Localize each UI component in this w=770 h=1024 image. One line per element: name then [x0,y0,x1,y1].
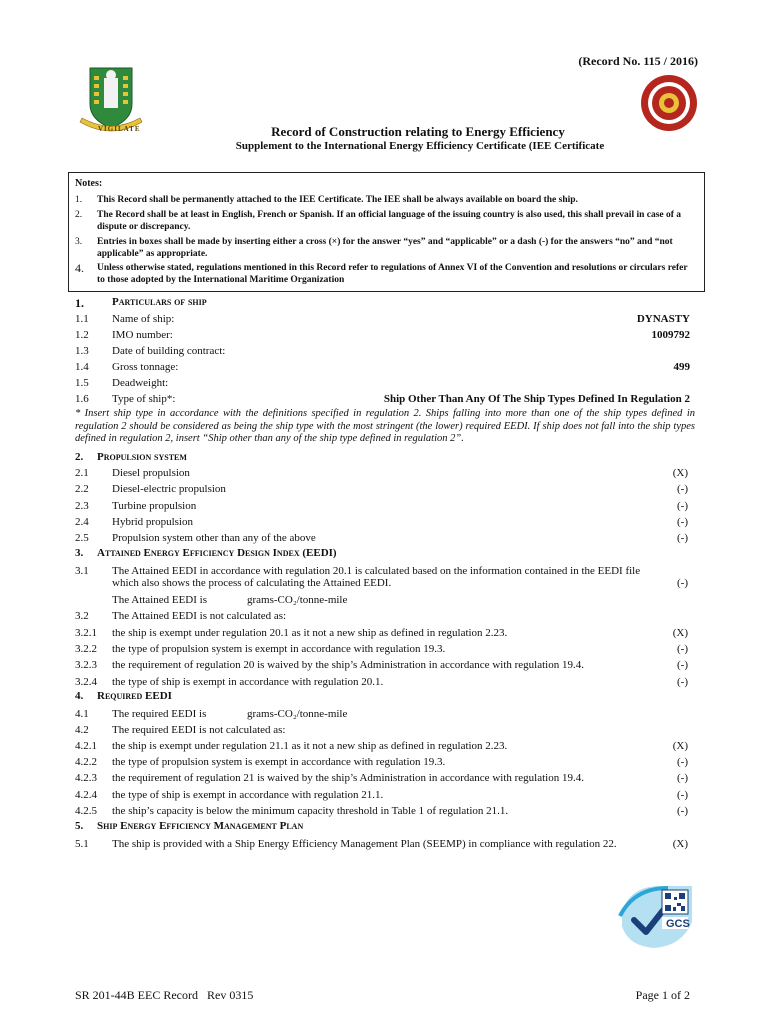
row-checkbox: (-) [677,676,688,688]
eedi-exemption-row [75,609,690,623]
row-label: the type of propulsion system is exempt in accordance with regulation 19.3. [112,643,446,655]
row-label: Gross tonnage: [112,361,179,373]
certification-badge-logo [616,882,696,952]
row-label: Propulsion system other than any of the above [112,532,316,544]
row-checkbox: (-) [677,772,688,784]
row-number: 3.2.2 [75,643,97,655]
section-title: Attained Energy Efficiency Design Index (EEDI) [97,547,337,559]
row-label: the ship is exempt under regulation 20.1 as it not a new ship as defined in regulation 2.23. [112,627,508,639]
row-checkbox: (-) [677,659,688,671]
propulsion-row [75,482,690,496]
required-eedi-exemption-row [75,804,690,818]
required-eedi-exemption-row [75,771,690,785]
section-title: Particulars of ship [112,296,207,308]
required-eedi-row [75,707,690,721]
note-number: 3. [75,237,83,247]
row-number: 4.2.5 [75,805,97,817]
row-number: 1.4 [75,361,89,373]
attained-eedi-row-cont [75,576,690,590]
row-label: Diesel propulsion [112,467,190,479]
row-number: 4.2.2 [75,756,97,768]
row-label: the type of ship is exempt in accordance with regulation 21.1. [112,789,384,801]
note-number: 4. [75,261,84,275]
notes-heading: Notes: [75,178,103,189]
row-label: the type of ship is exempt in accordance with regulation 20.1. [112,676,384,688]
row-number: 4.2.1 [75,740,97,752]
row-label: Hybrid propulsion [112,516,193,528]
page-subtitle: Supplement to the International Energy Efficiency Certificate (IEE Certificate [235,140,605,152]
row-label: Date of building contract: [112,345,226,357]
eedi-unit: grams-CO₂/tonne-mile [247,594,348,606]
row-label: Name of ship: [112,313,175,325]
eedi-exemption-row [75,626,690,640]
section-title: Ship Energy Efficiency Management Plan [97,820,304,832]
ship-type-value: Ship Other Than Any Of The Ship Types Defined In Regulation 2 [383,393,690,405]
row-label: The required EEDI is [112,708,207,720]
row-label: The required EEDI is not calculated as: [112,724,286,736]
row-number: 3.2.3 [75,659,97,671]
imo-number-value: 1009792 [651,329,690,341]
row-label: The ship is provided with a Ship Energy Efficiency Management Plan (SEEMP) in compliance with regulation 22. [112,838,617,850]
row-number: 4.1 [75,708,89,720]
record-number: (Record No. 115 / 2016) [578,54,698,68]
certification-badge-text: GCS [666,918,690,930]
row-label: the ship is exempt under regulation 21.1 as it not a new ship as defined in regulation 2.23. [112,740,508,752]
note-text: Unless otherwise stated, regulations mentioned in this Record refer to regulations of Annex VI of the Convention and resolutions or circulars refer to those adopted by the International Maritime Organization [97,263,688,285]
attained-eedi-value-row [75,593,690,607]
note-number: 1. [75,195,83,205]
row-checkbox: (-) [677,483,688,495]
eedi-exemption-row [75,642,690,656]
row-checkbox: (X) [672,740,688,752]
eedi-exemption-row [75,658,690,672]
section-title: Required EEDI [97,690,172,702]
eedi-unit: grams-CO₂/tonne-mile [247,708,348,720]
note-text: This Record shall be permanently attached to the IEE Certificate. The IEE shall be always available on board the ship. [97,195,578,205]
row-number: 2.1 [75,467,89,479]
row-label: which also shows the process of calculating the Attained EEDI. [112,577,392,589]
row-checkbox: (-) [677,516,688,528]
building-contract-row [75,344,690,358]
row-label: The Attained EEDI is [112,594,208,606]
ship-name-row [75,312,690,326]
note-text: The Record shall be at least in English, French or Spanish. If an official language of the issuing country is also used, this shall prevail in case of a dispute or discrepancy. [97,210,682,232]
row-checkbox: (-) [677,500,688,512]
row-number: 5.1 [75,838,89,850]
eedi-exemption-row [75,675,690,689]
row-number: 4.2.3 [75,772,97,784]
section-number: 2. [75,451,84,463]
section-number: 3. [75,547,84,559]
row-label: IMO number: [112,329,173,341]
row-label: the requirement of regulation 21 is waived by the ship’s Administration in accordance with regulation 19.4. [112,772,584,784]
required-eedi-exemption-row [75,788,690,802]
propulsion-row [75,515,690,529]
footer-document-code: SR 201-44B EEC Record Rev 0315 [75,988,254,1002]
ship-name-value: DYNASTY [636,313,690,325]
row-checkbox: (X) [672,627,688,639]
row-label: Diesel-electric propulsion [112,483,226,495]
row-number: 1.3 [75,345,89,357]
row-label: Deadweight: [112,377,169,389]
gross-tonnage-value: 499 [673,361,690,373]
row-label: the requirement of regulation 20 is waived by the ship’s Administration in accordance with regulation 19.4. [112,659,584,671]
ship-type-row [75,392,690,406]
row-label: the ship’s capacity is below the minimum capacity threshold in Table 1 of regulation 21.1. [112,805,509,817]
row-label: Turbine propulsion [112,500,197,512]
propulsion-row [75,466,690,480]
ship-type-footnote: * Insert ship type in accordance with the definitions specified in regulation 2. Ships falling into more than one of the ship types defined in regulation 2 should be considered as being the ship type with the most stringent (the lower) required EEDI. If ship does not fall into the ship types defined in regulation 2, insert “Ship other than any of the ship type defined in regulation 2”. [75,408,695,444]
note-number: 2. [75,210,83,220]
imo-number-row [75,328,690,342]
required-eedi-exemption-row [75,723,690,737]
row-label: The Attained EEDI is not calculated as: [112,610,287,622]
row-number: 2.3 [75,500,89,512]
row-number: 3.1 [75,565,89,577]
row-number: 3.2.1 [75,627,97,639]
propulsion-row [75,531,690,545]
row-label: Type of ship*: [112,393,176,405]
row-number: 2.4 [75,516,89,528]
row-label: The Attained EEDI in accordance with regulation 20.1 is calculated based on the information contained in the EEDI file [112,565,641,577]
row-checkbox: (X) [672,467,688,479]
required-eedi-exemption-row [75,739,690,753]
section-number: 5. [75,820,84,832]
row-number: 2.2 [75,483,89,495]
row-checkbox: (-) [677,577,688,589]
row-label: the type of propulsion system is exempt in accordance with regulation 19.3. [112,756,446,768]
row-number: 1.2 [75,329,89,341]
row-number: 4.2 [75,724,89,736]
section-number: 4. [75,690,84,702]
section-title: Propulsion system [97,451,187,463]
seemp-row [75,837,690,851]
row-checkbox: (-) [677,805,688,817]
row-number: 1.5 [75,377,89,389]
row-number: 3.2 [75,610,89,622]
propulsion-row [75,499,690,513]
row-number: 1.1 [75,313,89,325]
page-title: Record of Construction relating to Energy Efficiency [271,124,565,139]
row-number: 1.6 [75,393,89,405]
coat-of-arms-motto: VIGILATE [98,125,141,133]
deadweight-row [75,376,690,390]
row-checkbox: (-) [677,756,688,768]
row-checkbox: (-) [677,643,688,655]
row-checkbox: (-) [677,532,688,544]
row-checkbox: (X) [672,838,688,850]
row-number: 2.5 [75,532,89,544]
gross-tonnage-row [75,360,690,374]
footer-page-number: Page 1 of 2 [635,988,690,1002]
required-eedi-exemption-row [75,755,690,769]
note-text: Entries in boxes shall be made by inserting either a cross (×) for the answer “yes” and “applicable” or a dash (-) for the answers “no” and “not applicable” as appropriate. [97,237,673,259]
row-number: 4.2.4 [75,789,97,801]
row-checkbox: (-) [677,789,688,801]
section-number: 1. [75,296,84,310]
row-number: 3.2.4 [75,676,97,688]
